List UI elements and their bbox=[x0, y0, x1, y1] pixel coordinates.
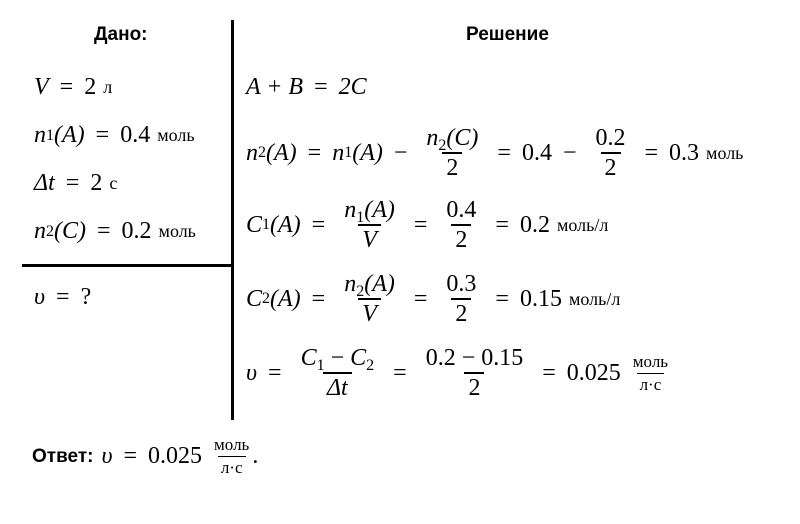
fraction: $\frac{n_2(C)}{2}$ bbox=[426, 125, 479, 181]
fraction: $\frac{n_2(A)}{V}$ bbox=[344, 271, 395, 327]
fraction: $\frac{0.2}{2}$ bbox=[595, 125, 626, 181]
answer-label: Ответ: bbox=[32, 445, 94, 467]
solution-reaction: A + B = 2C bbox=[246, 74, 367, 100]
given-n2: n 2 (C) = 0.2 моль bbox=[34, 218, 196, 244]
answer: Ответ: υ = 0.025 $\frac{\text{моль}}{л\cdot с}$ . bbox=[32, 435, 259, 477]
given-find: υ = ? bbox=[34, 284, 92, 310]
horizontal-divider bbox=[22, 264, 233, 267]
fraction: $\frac{C_1 - C_2}{\Delta t}$ bbox=[300, 345, 375, 401]
given-n1: n 1 (A) = 0.4 моль bbox=[34, 122, 195, 148]
solution-c1: C 1 (A) = $\frac{n_1(A)}{V}$ = $\frac{0.4}{2}$ = 0.2 моль/л bbox=[246, 197, 609, 253]
fraction: $\frac{n_1(A)}{V}$ bbox=[344, 197, 395, 253]
fraction: $\frac{0.4}{2}$ bbox=[446, 197, 477, 253]
solution-c2: C 2 (A) = $\frac{n_2(A)}{V}$ = $\frac{0.3}{2}$ = 0.15 моль/л bbox=[246, 271, 621, 327]
vertical-divider bbox=[231, 20, 234, 420]
solution-n2: n 2 (A) = n 1 (A) − $\frac{n_2(C)}{2}$ = 0.4 − $\frac{0.2}{2}$ = 0.3 моль bbox=[246, 125, 744, 181]
header-given: Дано: bbox=[94, 24, 148, 45]
header-solution: Решение bbox=[466, 24, 549, 45]
solution-v: υ = $\frac{C_1 - C_2}{\Delta t}$ = $\frac{0.2 - 0.15}{2}$ = 0.025 $\frac{\text{моль}}{л\cdot с}$ bbox=[246, 344, 671, 402]
given-dt: Δt = 2 с bbox=[34, 170, 118, 196]
fraction: $\frac{0.2 - 0.15}{2}$ bbox=[425, 345, 524, 401]
unit-fraction: $\frac{\text{моль}}{л\cdot с}$ bbox=[214, 435, 250, 477]
unit-fraction: $\frac{\text{моль}}{л\cdot с}$ bbox=[632, 351, 669, 394]
given-volume: V = 2 л bbox=[34, 74, 113, 100]
fraction: $\frac{0.3}{2}$ bbox=[446, 271, 477, 327]
